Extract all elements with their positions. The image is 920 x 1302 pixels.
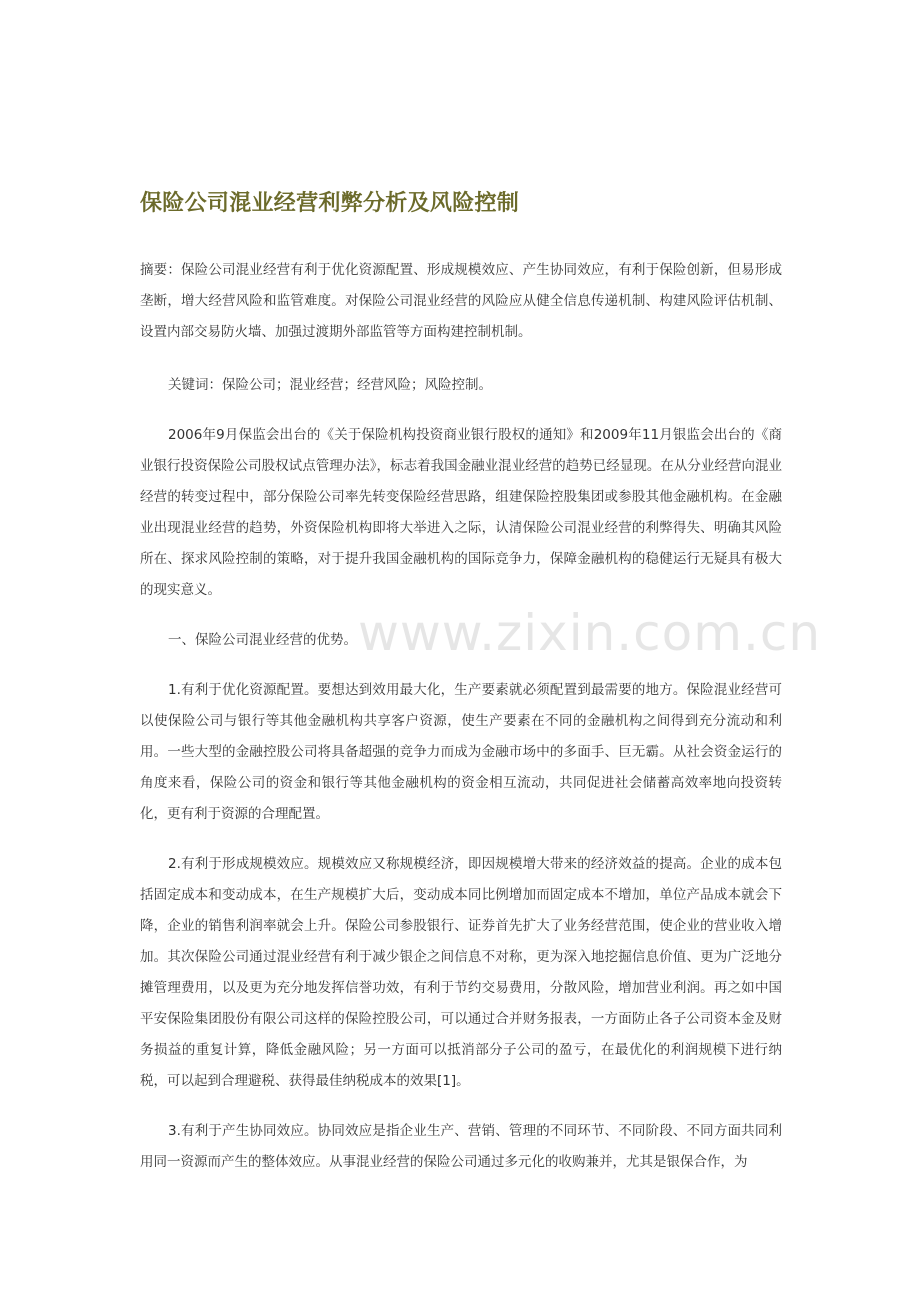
document-title: 保险公司混业经营利弊分析及风险控制 bbox=[140, 191, 520, 216]
body-paragraph-3: 3.有利于产生协同效应。协同效应是指企业生产、营销、管理的不同环节、不同阶段、不同方面共同利用同一资源而产生的整体效应。从事混业经营的保险公司通过多元化的收购兼并，尤其是银保合作，为 bbox=[140, 1123, 782, 1170]
body-paragraph-1: 1.有利于优化资源配置。要想达到效用最大化，生产要素就必须配置到最需要的地方。保险混业经营可以使保险公司与银行等其他金融机构共享客户资源，使生产要素在不同的金融机构之间得到充分流动和利用。一些大型的金融控股公司将具备超强的竞争力而成为金融市场中的多面手、巨无霸。从社会资金运行的角度来看，保险公司的资金和银行等其他金融机构的资金相互流动，共同促进社会储蓄高效率地向投资转化，更有利于资源的合理配置。 bbox=[140, 682, 782, 822]
section-heading: 一、保险公司混业经营的优势。 bbox=[168, 632, 357, 648]
watermark-text: www.zixin.com.cn bbox=[358, 604, 822, 662]
abstract-paragraph: 摘要：保险公司混业经营有利于优化资源配置、形成规模效应、产生协同效应，有利于保险创新，但易形成垄断，增大经营风险和监管难度。对保险公司混业经营的风险应从健全信息传递机制、构建风险评估机制、设置内部交易防火墙、加强过渡期外部监管等方面构建控制机制。 bbox=[140, 262, 782, 340]
document-body bbox=[140, 255, 782, 1197]
keywords-paragraph: 关键词：保险公司；混业经营；经营风险；风险控制。 bbox=[168, 377, 492, 393]
intro-paragraph: 2006年9月保监会出台的《关于保险机构投资商业银行股权的通知》和2009年11月银监会出台的《商业银行投资保险公司股权试点管理办法》，标志着我国金融业混业经营的趋势已经显现。在从分业经营向混业经营的转变过程中，部分保险公司率先转变保险经营思路，组建保险控股集团或参股其他金融机构。在金融业出现混业经营的趋势，外资保险机构即将大举进入之际，认清保险公司混业经营的利弊得失、明确其风险所在、探求风险控制的策略，对于提升我国金融机构的国际竞争力，保障金融机构的稳健运行无疑具有极大的现实意义。 bbox=[140, 427, 782, 598]
body-paragraph-2: 2.有利于形成规模效应。规模效应又称规模经济，即因规模增大带来的经济效益的提高。企业的成本包括固定成本和变动成本，在生产规模扩大后，变动成本同比例增加而固定成本不增加，单位产品成本就会下降，企业的销售利润率就会上升。保险公司参股银行、证券首先扩大了业务经营范围，使企业的营业收入增加。其次保险公司通过混业经营有利于减少银企之间信息不对称，更为深入地挖掘信息价值、更为广泛地分摊管理费用，以及更为充分地发挥信誉功效，有利于节约交易费用，分散风险，增加营业利润。再之如中国平安保险集团股份有限公司这样的保险控股公司，可以通过合并财务报表，一方面防止各子公司资本金及财务损益的重复计算，降低金融风险；另一方面可以抵消部分子公司的盈亏，在最优化的利润规模下进行纳税，可以起到合理避税、获得最佳纳税成本的效果[1]。 bbox=[140, 856, 782, 1089]
